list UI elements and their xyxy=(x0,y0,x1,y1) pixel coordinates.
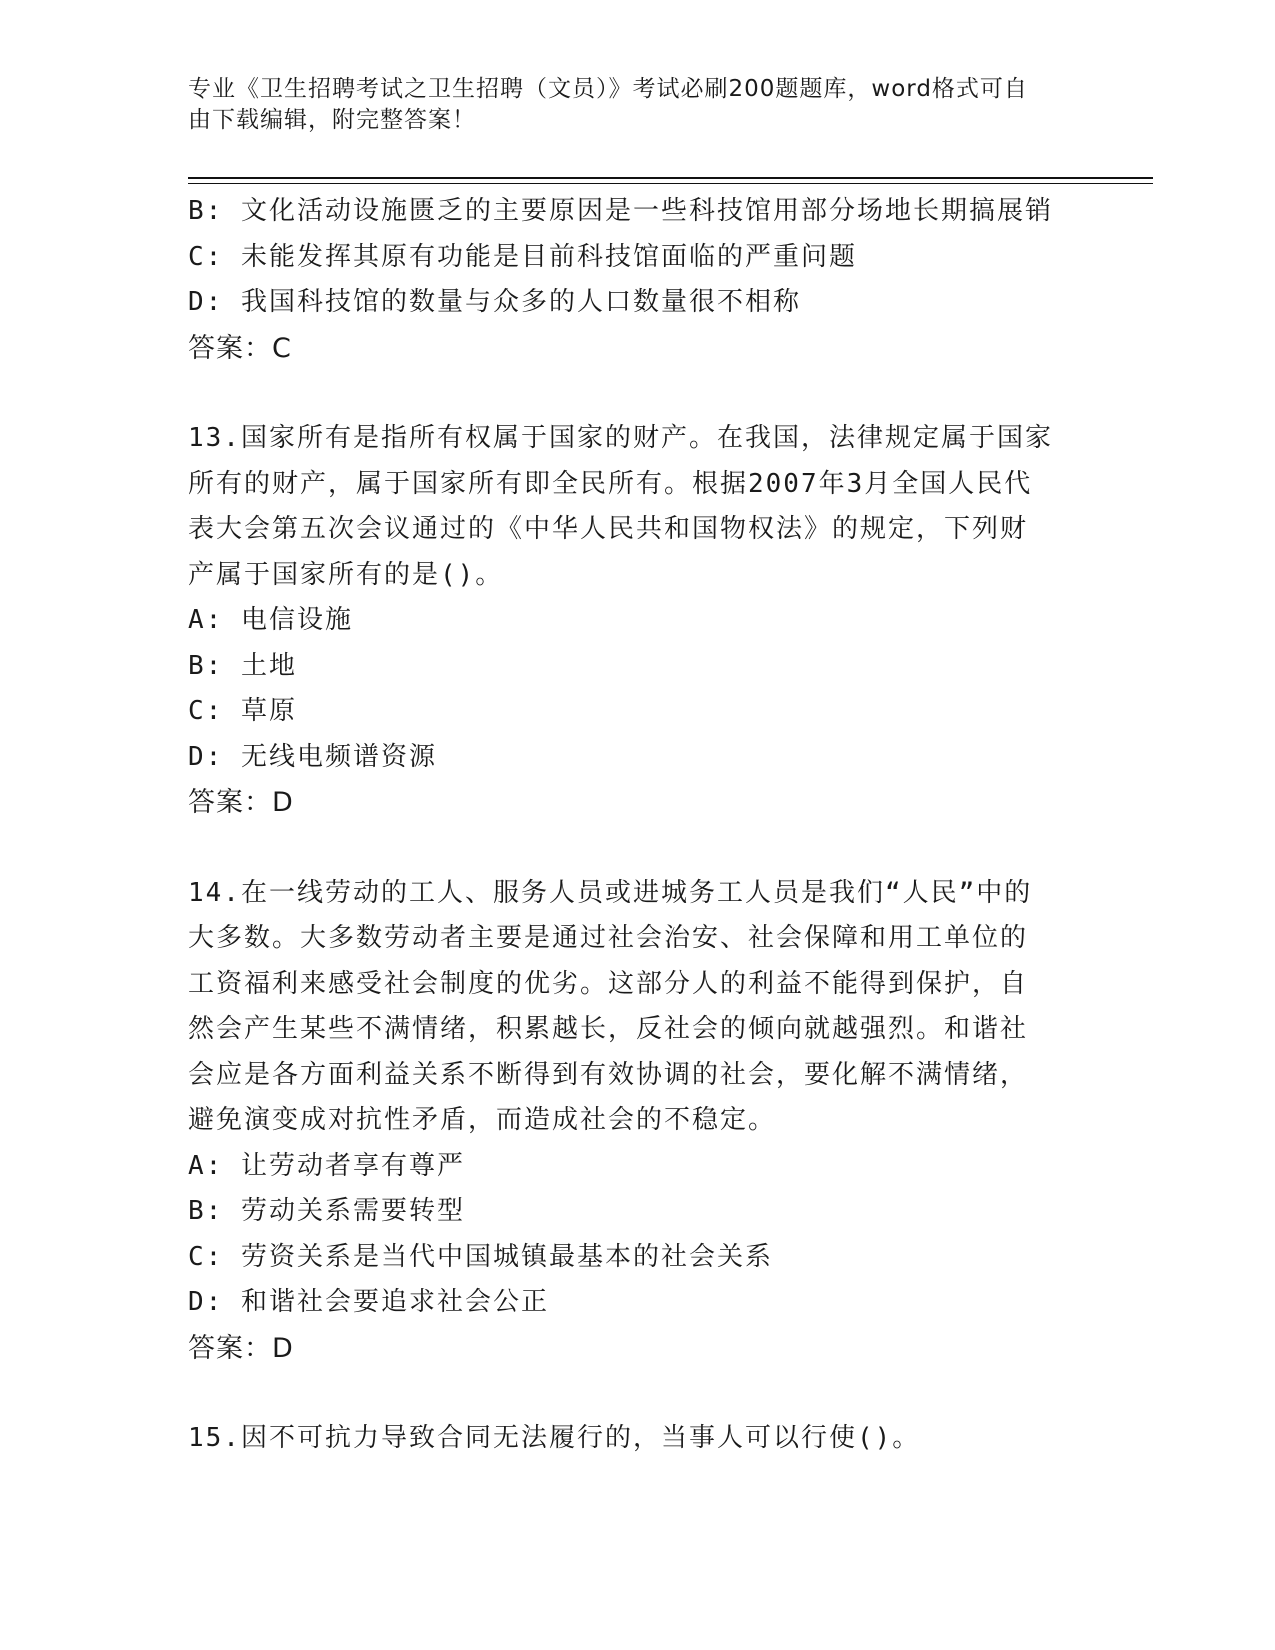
option-c: C: 劳资关系是当代中国城镇最基本的社会关系 xyxy=(188,1241,773,1272)
answer-line: 答案：D xyxy=(188,1332,294,1364)
answer-line: 答案：D xyxy=(188,787,294,818)
question-stem-line: 所有的财产，属于国家所有即全民所有。根据2007年3月全国人民代 xyxy=(188,468,1033,499)
question-stem-line: 工资福利来感受社会制度的优劣。这部分人的利益不能得到保护，自 xyxy=(188,968,1029,999)
question-stem-line: 表大会第五次会议通过的《中华人民共和国物权法》的规定，下列财 xyxy=(188,514,1029,544)
option-d: D: 我国科技馆的数量与众多的人口数量很不相称 xyxy=(188,287,801,317)
question-stem-line: 13.国家所有是指所有权属于国家的财产。在我国，法律规定属于国家 xyxy=(188,423,1053,453)
document-header xyxy=(188,74,1068,136)
previous-question-tail xyxy=(188,189,1088,371)
question-stem-line: 避免演变成对抗性矛盾，而造成社会的不稳定。 xyxy=(188,1105,777,1135)
header-divider-thin xyxy=(188,183,1153,184)
option-c: C: 草原 xyxy=(188,696,297,726)
question-13 xyxy=(188,416,1088,826)
question-15 xyxy=(188,1416,1088,1462)
question-stem-line: 会应是各方面利益关系不断得到有效协调的社会，要化解不满情绪， xyxy=(188,1059,1029,1090)
option-b: B: 土地 xyxy=(188,650,297,681)
question-stem-line: 然会产生某些不满情绪，积累越长，反社会的倾向就越强烈。和谐社 xyxy=(188,1014,1029,1044)
option-a: A: 让劳动者享有尊严 xyxy=(188,1150,465,1181)
option-a: A: 电信设施 xyxy=(188,605,353,635)
option-c: C: 未能发挥其原有功能是目前科技馆面临的严重问题 xyxy=(188,241,857,272)
answer-line: 答案：C xyxy=(188,332,292,364)
header-line-1: 专业《卫生招聘考试之卫生招聘（文员）》考试必刷200题题库，word格式可自 xyxy=(188,76,1028,102)
question-14 xyxy=(188,871,1088,1372)
option-b: B: 劳动关系需要转型 xyxy=(188,1196,465,1226)
header-divider-thick xyxy=(188,177,1153,179)
option-d: D: 无线电频谱资源 xyxy=(188,741,437,772)
option-d: D: 和谐社会要追求社会公正 xyxy=(188,1287,549,1317)
option-b: B: 文化活动设施匮乏的主要原因是一些科技馆用部分场地长期搞展销 xyxy=(188,196,1053,226)
document-body xyxy=(188,189,1088,1462)
header-line-2: 由下载编辑，附完整答案！ xyxy=(188,107,476,133)
question-stem-line: 14.在一线劳动的工人、服务人员或进城务工人员是我们“人民”中的 xyxy=(188,877,1033,908)
question-stem-line: 大多数。大多数劳动者主要是通过社会治安、社会保障和用工单位的 xyxy=(188,923,1029,953)
question-stem-line: 产属于国家所有的是()。 xyxy=(188,559,504,590)
question-stem-line: 15.因不可抗力导致合同无法履行的，当事人可以行使()。 xyxy=(188,1423,921,1453)
